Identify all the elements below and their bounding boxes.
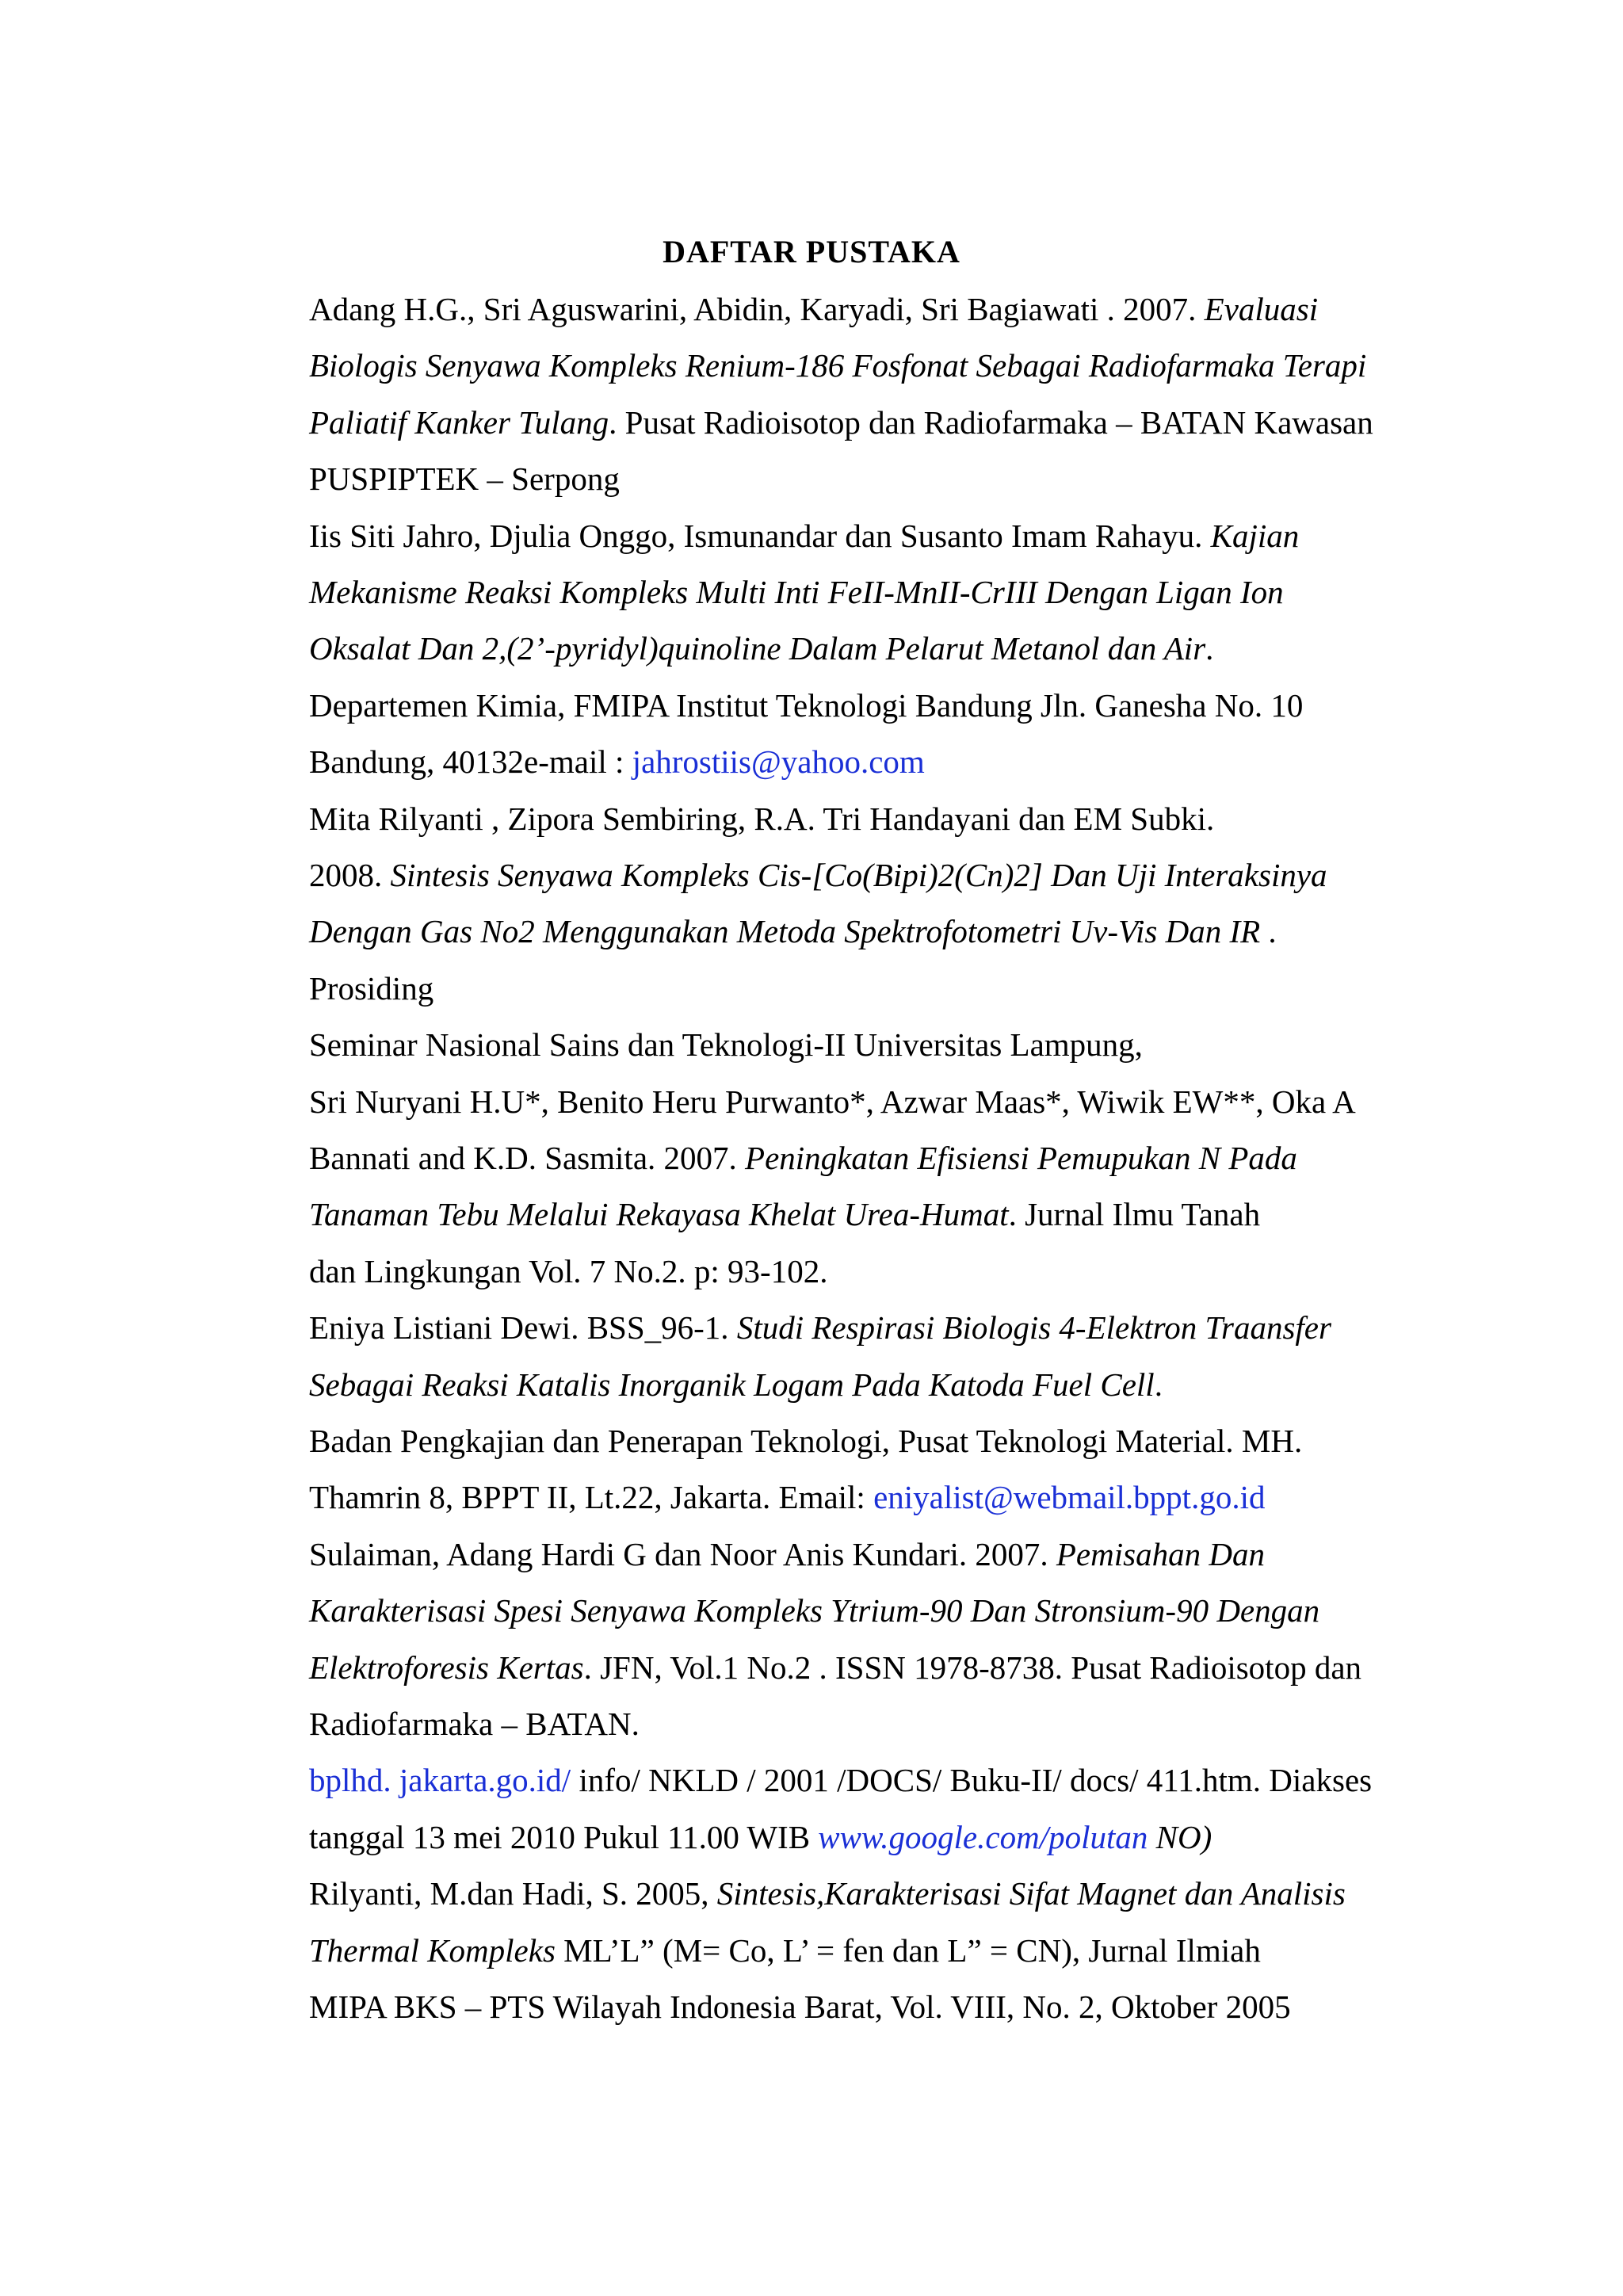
reference-line — [309, 797, 1214, 841]
reference-title-text: Karakterisasi Spesi Senyawa Kompleks Ytrium-90 Dan Stronsium-90 Dengan — [309, 1592, 1320, 1629]
reference-line — [309, 683, 1303, 728]
reference-line — [309, 1702, 640, 1746]
reference-title-text: NO) — [1148, 1818, 1212, 1855]
reference-title-text: Biologis Senyawa Kompleks Renium-186 Fosfonat Sebagai Radiofarmaka Terapi — [309, 347, 1367, 384]
reference-line — [309, 287, 1318, 331]
reference-title-text: Elektroforesis Kertas — [309, 1648, 584, 1686]
reference-title-text: Oksalat Dan 2,(2’-pyridyl)quinoline Dalam Pelarut Metanol dan Air — [309, 630, 1206, 667]
reference-text: . JFN, Vol.1 No.2 . ISSN 1978-8738. Pusat Radioisotop dan — [583, 1648, 1362, 1686]
reference-text: Prosiding — [309, 969, 434, 1007]
reference-text: 2008. — [309, 857, 391, 893]
reference-text: . — [1205, 630, 1214, 667]
reference-text: tanggal 13 mei 2010 Pukul 11.00 WIB — [309, 1818, 819, 1855]
reference-line — [309, 1079, 1356, 1124]
reference-text: Sulaiman, Adang Hardi G dan Noor Anis Kundari. 2007. — [309, 1535, 1056, 1572]
reference-line — [309, 1815, 1212, 1859]
reference-title-text: Paliatif Kanker Tulang — [309, 403, 609, 441]
reference-title-text: Mekanisme Reaksi Kompleks Multi Inti FeII-MnII-CrIII Dengan Ligan Ion — [309, 574, 1284, 610]
reference-link[interactable]: www.google.com/polutan — [818, 1818, 1148, 1855]
reference-title-text: Pemisahan Dan — [1056, 1535, 1265, 1572]
reference-line — [309, 1928, 1261, 1973]
reference-link[interactable]: bplhd. jakarta.go.id/ — [309, 1762, 571, 1799]
reference-line — [309, 1249, 827, 1293]
reference-text: . Jurnal Ilmu Tanah — [1008, 1196, 1261, 1233]
reference-line — [309, 909, 1277, 953]
reference-line — [309, 853, 1327, 897]
reference-text: . Pusat Radioisotop dan Radiofarmaka – BATAN Kawasan — [609, 403, 1373, 441]
reference-line — [309, 1419, 1302, 1463]
reference-line — [309, 1362, 1163, 1407]
reference-text: Eniya Listiani Dewi. BSS_96-1. — [309, 1309, 737, 1347]
reference-line — [309, 457, 620, 501]
reference-line — [309, 400, 1373, 445]
reference-line — [309, 626, 1213, 670]
reference-title-text: Sintesis,Karakterisasi Sifat Magnet dan Analisis — [716, 1875, 1346, 1912]
reference-text: . — [1260, 913, 1277, 950]
reference-text: PUSPIPTEK – Serpong — [309, 460, 620, 498]
reference-text: info/ NKLD / 2001 /DOCS/ Buku-II/ docs/ 411.htm. Diakses — [571, 1762, 1373, 1799]
reference-title-text: Sintesis Senyawa Kompleks Cis-[Co(Bipi)2(Cn)2] Dan Uji Interaksinya — [390, 857, 1327, 893]
reference-link[interactable]: eniyalist@webmail.bppt.go.id — [873, 1479, 1266, 1516]
reference-text: Bandung, 40132e-mail : — [309, 743, 632, 781]
reference-text: Mita Rilyanti , Zipora Sembiring, R.A. Tri Handayani dan EM Subki. — [309, 800, 1215, 837]
reference-link[interactable]: jahrostiis@yahoo.com — [632, 743, 925, 781]
reference-line — [309, 514, 1299, 558]
reference-title-text: Studi Respirasi Biologis 4-Elektron Traansfer — [736, 1309, 1331, 1347]
reference-text: Radiofarmaka – BATAN. — [309, 1706, 640, 1742]
reference-line — [309, 739, 925, 784]
reference-text: . — [1154, 1366, 1163, 1403]
reference-text: dan Lingkungan Vol. 7 No.2. p: 93-102. — [309, 1252, 828, 1289]
reference-line — [309, 1985, 1291, 2029]
reference-text: Iis Siti Jahro, Djulia Onggo, Ismunandar dan Susanto Imam Rahayu. — [309, 517, 1211, 554]
reference-line — [309, 1588, 1319, 1633]
reference-line — [309, 1758, 1372, 1802]
reference-title-text: Evaluasi — [1204, 291, 1319, 327]
reference-text: ML’L” (M= Co, L’ = fen dan L” = CN), Jurnal Ilmiah — [555, 1931, 1261, 1969]
reference-text: Adang H.G., Sri Aguswarini, Abidin, Karyadi, Sri Bagiawati . 2007. — [309, 291, 1205, 327]
reference-title-text: Dengan Gas No2 Menggunakan Metoda Spektrofotometri Uv-Vis Dan IR — [309, 913, 1261, 950]
reference-text: Sri Nuryani H.U*, Benito Heru Purwanto*, Azwar Maas*, Wiwik EW**, Oka A — [309, 1083, 1356, 1120]
reference-text: Seminar Nasional Sains dan Teknologi-II Universitas Lampung, — [309, 1026, 1143, 1064]
reference-line — [309, 966, 433, 1010]
reference-line — [309, 343, 1366, 388]
reference-title-text: Tanaman Tebu Melalui Rekayasa Khelat Urea-Humat — [309, 1196, 1009, 1233]
reference-line — [309, 570, 1284, 614]
reference-text: Bannati and K.D. Sasmita. 2007. — [309, 1140, 746, 1176]
reference-text: MIPA BKS – PTS Wilayah Indonesia Barat, Vol. VIII, No. 2, Oktober 2005 — [309, 1988, 1291, 2025]
reference-text: Thamrin 8, BPPT II, Lt.22, Jakarta. Email: — [309, 1479, 874, 1516]
reference-title-text: Thermal Kompleks — [309, 1931, 556, 1969]
reference-text: Departemen Kimia, FMIPA Institut Teknologi Bandung Jln. Ganesha No. 10 — [309, 686, 1304, 724]
reference-line — [309, 1022, 1143, 1067]
page-title: DAFTAR PUSTAKA — [663, 234, 960, 269]
reference-title-text: Kajian — [1210, 517, 1300, 554]
reference-line — [309, 1192, 1260, 1236]
reference-line — [309, 1532, 1265, 1576]
reference-line — [309, 1305, 1331, 1350]
reference-line — [309, 1475, 1265, 1519]
reference-title-text: Sebagai Reaksi Katalis Inorganik Logam Pada Katoda Fuel Cell — [309, 1366, 1155, 1403]
reference-line — [309, 1871, 1346, 1916]
reference-title-text: Peningkatan Efisiensi Pemupukan N Pada — [745, 1140, 1297, 1176]
reference-text: Rilyanti, M.dan Hadi, S. 2005, — [309, 1875, 717, 1912]
reference-line — [309, 1136, 1297, 1180]
reference-text: Badan Pengkajian dan Penerapan Teknologi, Pusat Teknologi Material. MH. — [309, 1423, 1303, 1459]
reference-line — [309, 1645, 1361, 1690]
